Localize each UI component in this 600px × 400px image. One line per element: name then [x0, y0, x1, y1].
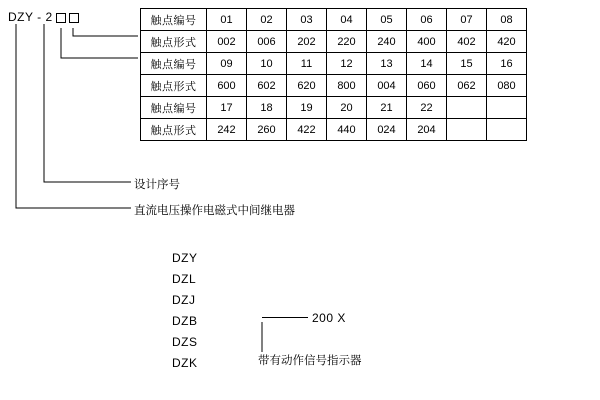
table-cell: 16 [487, 53, 527, 75]
row-header: 触点编号 [141, 9, 207, 31]
table-cell-empty [487, 97, 527, 119]
model-code-box-1 [56, 13, 66, 23]
caption-relay-desc: 直流电压操作电磁式中间继电器 [134, 205, 295, 217]
table-cell: 08 [487, 9, 527, 31]
table-cell: 420 [487, 31, 527, 53]
row-header: 触点编号 [141, 53, 207, 75]
list-item: DZB [172, 314, 198, 328]
table-cell: 09 [207, 53, 247, 75]
list-item: DZL [172, 272, 197, 286]
list-item: DZY [172, 251, 198, 265]
table-row [141, 97, 527, 119]
table-cell: 060 [407, 75, 447, 97]
model-code-label [8, 10, 79, 24]
table-cell: 062 [447, 75, 487, 97]
table-cell-empty [447, 97, 487, 119]
table-cell: 06 [407, 9, 447, 31]
table-cell: 10 [247, 53, 287, 75]
table-row [141, 31, 527, 53]
table-cell: 04 [327, 9, 367, 31]
table-cell: 800 [327, 75, 367, 97]
table-row [141, 9, 527, 31]
table-cell: 602 [247, 75, 287, 97]
model-code-box-2 [69, 13, 79, 23]
row-header: 触点编号 [141, 97, 207, 119]
table-cell: 422 [287, 119, 327, 141]
table-row [141, 75, 527, 97]
table-cell-empty [447, 119, 487, 141]
table-cell: 19 [287, 97, 327, 119]
model-code-text: DZY - 2 [8, 10, 53, 24]
indicator-note-label: 带有动作信号指示器 [258, 355, 362, 367]
row-header: 触点形式 [141, 119, 207, 141]
dzb-leader-dash [262, 317, 308, 318]
table-cell: 22 [407, 97, 447, 119]
table-cell: 07 [447, 9, 487, 31]
table-cell: 14 [407, 53, 447, 75]
table-cell: 402 [447, 31, 487, 53]
table-cell: 002 [207, 31, 247, 53]
caption-design-no: 设计序号 [134, 179, 180, 191]
table-cell: 024 [367, 119, 407, 141]
table-cell: 13 [367, 53, 407, 75]
table-cell: 400 [407, 31, 447, 53]
table-cell: 600 [207, 75, 247, 97]
series-list [172, 248, 198, 374]
table-cell: 11 [287, 53, 327, 75]
table-cell: 01 [207, 9, 247, 31]
table-row [141, 119, 527, 141]
table-cell: 440 [327, 119, 367, 141]
table-cell: 260 [247, 119, 287, 141]
dzb-suffix-label [262, 311, 346, 325]
table-cell: 080 [487, 75, 527, 97]
table-cell: 21 [367, 97, 407, 119]
list-item: DZS [172, 335, 198, 349]
table-cell: 204 [407, 119, 447, 141]
table-cell: 02 [247, 9, 287, 31]
table-cell: 05 [367, 9, 407, 31]
list-item: DZK [172, 356, 198, 370]
table-cell: 620 [287, 75, 327, 97]
table-cell: 220 [327, 31, 367, 53]
table-row [141, 53, 527, 75]
table-cell: 15 [447, 53, 487, 75]
table-cell-empty [487, 119, 527, 141]
table-cell: 18 [247, 97, 287, 119]
table-cell: 006 [247, 31, 287, 53]
table-cell: 20 [327, 97, 367, 119]
row-header: 触点形式 [141, 75, 207, 97]
table-cell: 17 [207, 97, 247, 119]
row-header: 触点形式 [141, 31, 207, 53]
table-cell: 242 [207, 119, 247, 141]
table-cell: 202 [287, 31, 327, 53]
contact-form-table [140, 8, 527, 141]
dzb-suffix-text: 200 X [312, 311, 346, 325]
list-item: DZJ [172, 293, 196, 307]
table-cell: 240 [367, 31, 407, 53]
table-cell: 03 [287, 9, 327, 31]
table-cell: 004 [367, 75, 407, 97]
table-cell: 12 [327, 53, 367, 75]
